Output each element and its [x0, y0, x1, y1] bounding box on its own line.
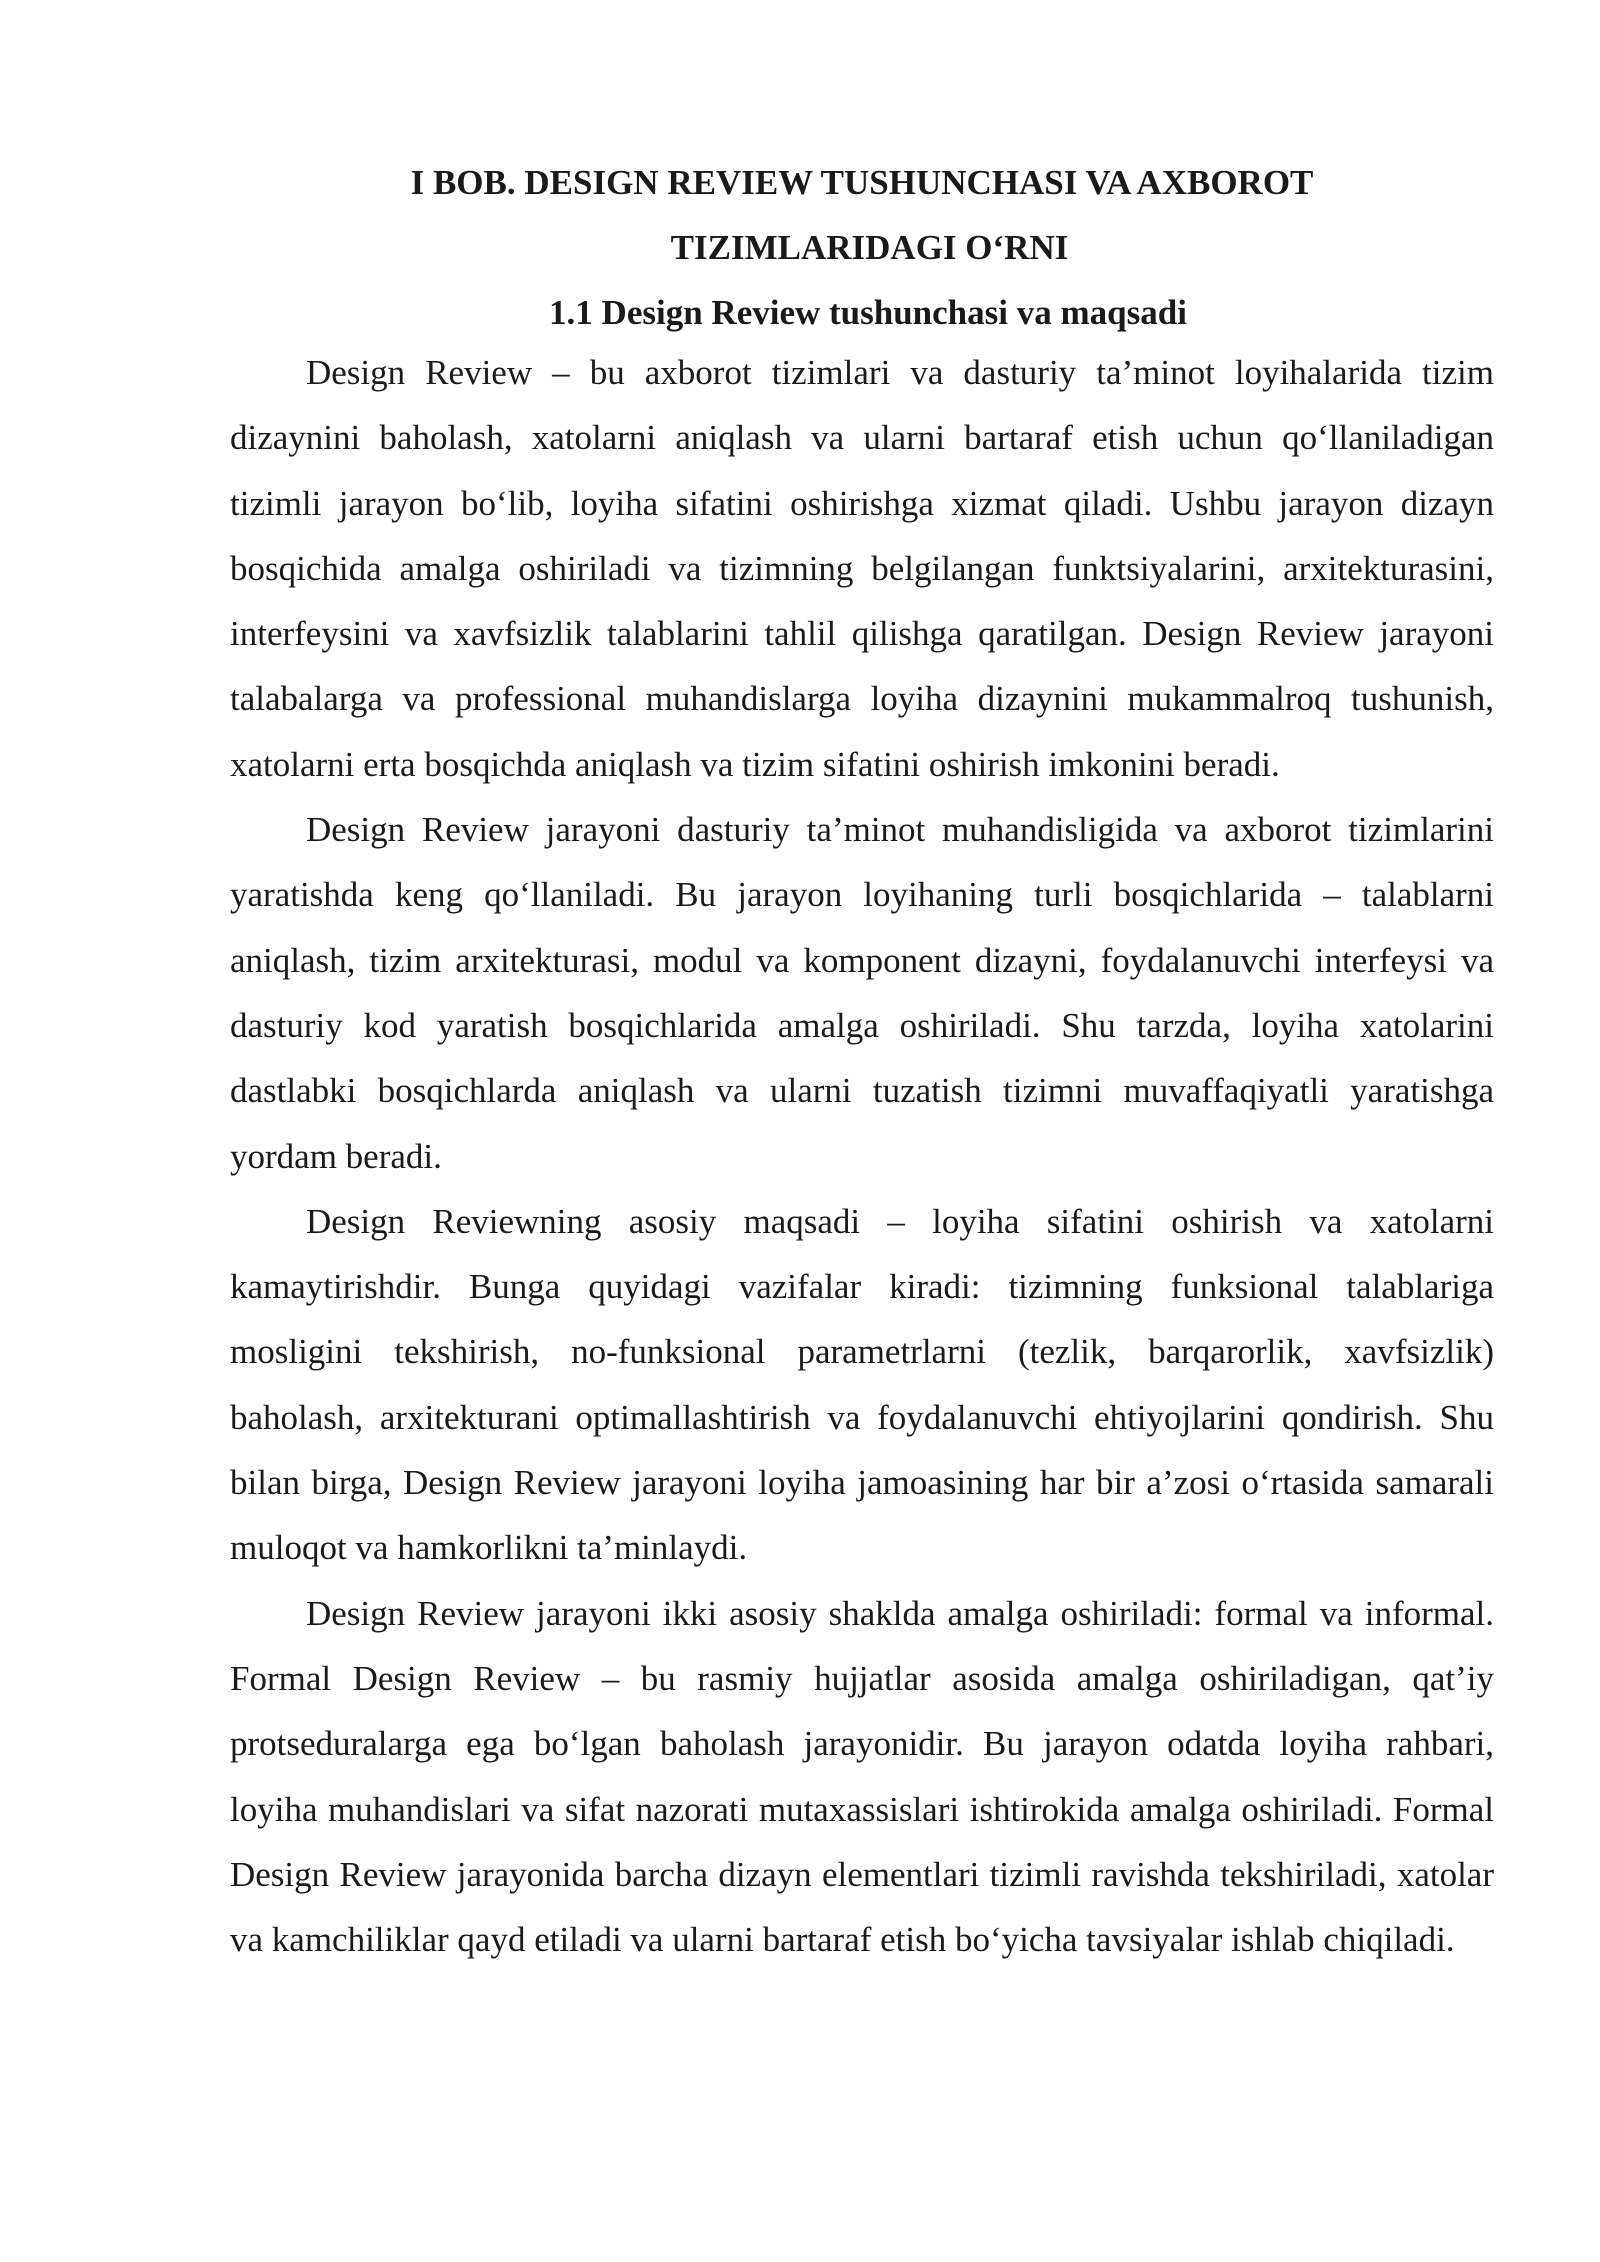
paragraph: Design Review jarayoni ikki asosiy shaklda amalga oshiriladi: formal va informal. Formal Design Review – bu rasmiy hujjatlar asosida amalga oshiriladigan, qat’iy protseduralarga ega bo‘lgan baholash jarayonidir. Bu jarayon odatda loyiha rahbari, loyiha muhandislari va sifat nazorati mutaxassislari ishtirokida amalga oshiriladi. Formal Design Review jarayonida barcha dizayn elementlari tizimli ravishda tekshiriladi, xatolar va kamchiliklar qayd etiladi va ularni bartaraf etish bo‘yicha tavsiyalar ishlab chiqiladi.: [230, 1593, 1494, 1960]
section-title: 1.1 Design Review tushunchasi va maqsadi: [549, 293, 1187, 332]
paragraph: Design Reviewning asosiy maqsadi – loyiha sifatini oshirish va xatolarni kamaytirishdir. Bunga quyidagi vazifalar kiradi: tizimning funksional talablariga mosligini tekshirish, no-funksional parametrlarni (tezlik, barqarorlik, xavfsizlik) baholash, arxitekturani optimallashtirish va foydalanuvchi ehtiyojlarini qondirish. Shu bilan birga, Design Review jarayoni loyiha jamoasining har bir a’zosi o‘rtasida samarali muloqot va hamkorlikni ta’minlaydi.: [230, 1201, 1494, 1568]
chapter-title: [0, 150, 1600, 280]
chapter-title-line2: TIZIMLARIDAGI O‘RNI: [670, 228, 1069, 267]
paragraph: Design Review – bu axborot tizimlari va dasturiy ta’minot loyihalarida tizim dizaynini baholash, xatolarni aniqlash va ularni bartaraf etish uchun qo‘llaniladigan tizimli jarayon bo‘lib, loyiha sifatini oshirishga xizmat qiladi. Ushbu jarayon dizayn bosqichida amalga oshiriladi va tizimning belgilangan funktsiyalarini, arxitekturasini, interfeysini va xavfsizlik talablarini tahlil qilishga qaratilgan. Design Review jarayoni talabalarga va professional muhandislarga loyiha dizaynini mukammalroq tushunish, xatolarni erta bosqichda aniqlash va tizim sifatini oshirish imkonini beradi.: [230, 353, 1494, 784]
document-body: [230, 340, 1494, 1972]
paragraph: Design Review jarayoni dasturiy ta’minot muhandisligida va axborot tizimlarini yaratishda keng qo‘llaniladi. Bu jarayon loyihaning turli bosqichlarida – talablarni aniqlash, tizim arxitekturasi, modul va komponent dizayni, foydalanuvchi interfeysi va dasturiy kod yaratish bosqichlarida amalga oshiriladi. Shu tarzda, loyiha xatolarini dastlabki bosqichlarda aniqlash va ularni tuzatish tizimni muvaffaqiyatli yaratishga yordam beradi.: [230, 810, 1494, 1176]
chapter-title-line1: I BOB. DESIGN REVIEW TUSHUNCHASI VA AXBOROT: [410, 163, 1314, 202]
